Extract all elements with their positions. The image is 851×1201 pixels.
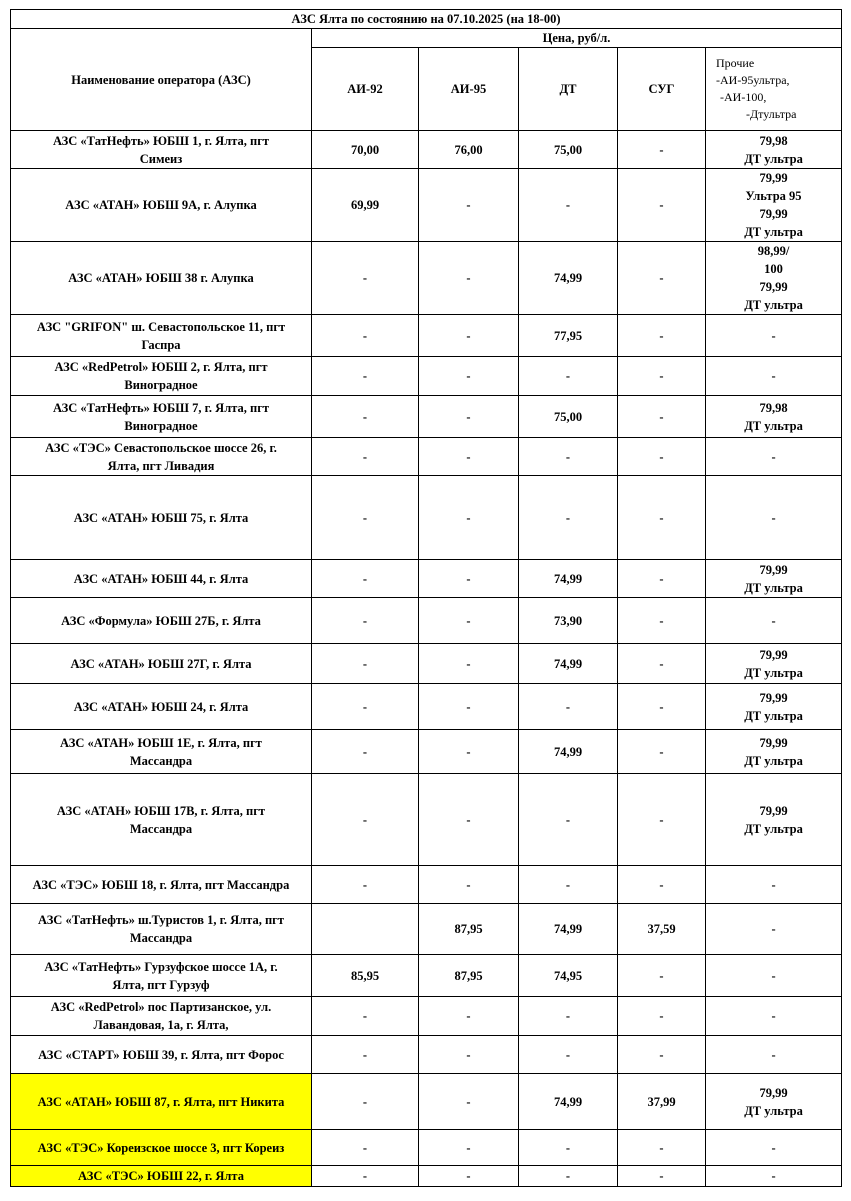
dt-price: 74,99 xyxy=(519,904,618,955)
sug-price: 37,99 xyxy=(618,1074,706,1130)
station-name-line: Симеиз xyxy=(139,151,183,166)
station-name-line: АЗС «АТАН» ЮБШ 38 г. Алупка xyxy=(68,271,254,285)
other-price xyxy=(706,242,842,315)
station-name-line: Массандра xyxy=(129,931,193,945)
sug-price: - xyxy=(618,1130,706,1166)
table-row xyxy=(11,1036,842,1074)
sug-price: - xyxy=(618,438,706,476)
station-name-line: Ялта, пгт Ливадия xyxy=(107,458,215,473)
station-name-line: АЗС «АТАН» ЮБШ 87, г. Ялта, пгт Никита xyxy=(37,1094,285,1109)
dt-price: - xyxy=(519,1036,618,1074)
station-name-line: АЗС «ТЭС» Кореизское шоссе 3, пгт Кореиз xyxy=(37,1140,285,1155)
other-price-line: ДТ ультра xyxy=(744,225,803,239)
other-price-line: 79,99 xyxy=(759,1085,788,1100)
ai95-price: - xyxy=(419,396,519,438)
sug-price: - xyxy=(618,644,706,684)
other-price-line: - xyxy=(771,1009,776,1023)
table-row xyxy=(11,997,842,1036)
sug-price: - xyxy=(618,866,706,904)
ai92-price: - xyxy=(312,997,419,1036)
ai95-price: - xyxy=(419,357,519,396)
other-price xyxy=(706,730,842,774)
station-name-line: АЗС «ТатНефть» ш.Туристов 1, г. Ялта, пгт xyxy=(37,913,284,927)
other-price-line: 79,98 xyxy=(759,400,788,415)
ai95-price: 87,95 xyxy=(419,955,519,997)
dt-price: 74,99 xyxy=(519,242,618,315)
ai92-price: - xyxy=(312,1166,419,1187)
other-price-line: ДТ ультра xyxy=(744,418,803,433)
table-row xyxy=(11,438,842,476)
table-row xyxy=(11,730,842,774)
ai95-price: 76,00 xyxy=(419,131,519,169)
station-name-line: АЗС «ТЭС» Севастопольское шоссе 26, г. xyxy=(45,440,277,455)
other-price-line: 79,99 xyxy=(759,280,788,294)
table-row xyxy=(11,242,842,315)
station-name xyxy=(11,560,312,598)
station-name-line: Массандра xyxy=(129,753,193,768)
station-name-line: Гаспра xyxy=(141,337,181,352)
other-price-line: ДТ ультра xyxy=(744,1103,803,1118)
sug-price: - xyxy=(618,169,706,242)
dt-column-header: ДТ xyxy=(519,48,618,131)
other-price xyxy=(706,684,842,730)
dt-price: - xyxy=(519,1130,618,1166)
dt-price: - xyxy=(519,169,618,242)
ai95-price: - xyxy=(419,1130,519,1166)
dt-price: - xyxy=(519,438,618,476)
ai92-price: - xyxy=(312,396,419,438)
station-name-line: АЗС «СТАРТ» ЮБШ 39, г. Ялта, пгт Форос xyxy=(38,1047,284,1062)
sug-price: - xyxy=(618,997,706,1036)
other-price-line: 100 xyxy=(764,262,783,276)
other-price xyxy=(706,315,842,357)
other-price xyxy=(706,598,842,644)
ai95-price: - xyxy=(419,438,519,476)
dt-price: - xyxy=(519,866,618,904)
station-name-line: АЗС «ТЭС» ЮБШ 22, г. Ялта xyxy=(78,1169,244,1183)
ai92-price: - xyxy=(312,684,419,730)
dt-price: 74,95 xyxy=(519,955,618,997)
other-price-line: ДТ ультра xyxy=(744,298,803,312)
table-row xyxy=(11,866,842,904)
other-price-line: 79,99 xyxy=(759,207,788,221)
other-price-line: Ультра 95 xyxy=(745,189,802,203)
ai92-price: - xyxy=(312,1074,419,1130)
station-name-line: Массандра xyxy=(129,821,193,836)
table-row xyxy=(11,904,842,955)
ai92-price: - xyxy=(312,438,419,476)
sug-price: 37,59 xyxy=(618,904,706,955)
sug-price: - xyxy=(618,476,706,560)
other-price-line: - xyxy=(771,877,776,892)
ai92-price: - xyxy=(312,560,419,598)
dt-price: 74,99 xyxy=(519,560,618,598)
station-name xyxy=(11,955,312,997)
ai95-price: - xyxy=(419,242,519,315)
other-price xyxy=(706,997,842,1036)
table-row xyxy=(11,560,842,598)
dt-price: 77,95 xyxy=(519,315,618,357)
station-name-line: АЗС «ТатНефть» ЮБШ 1, г. Ялта, пгт xyxy=(52,133,270,148)
station-name xyxy=(11,904,312,955)
sug-price: - xyxy=(618,357,706,396)
operator-column-header: Наименование оператора (АЗС) xyxy=(11,29,312,131)
station-name-line: АЗС "GRIFON" ш. Севастопольское 11, пгт xyxy=(36,319,286,334)
sug-column-header: СУГ xyxy=(618,48,706,131)
table-row xyxy=(11,598,842,644)
station-name-line: АЗС «АТАН» ЮБШ 17В, г. Ялта, пгт xyxy=(56,803,266,818)
station-name xyxy=(11,644,312,684)
station-name xyxy=(11,774,312,866)
station-name xyxy=(11,684,312,730)
ai95-column-header: АИ-95 xyxy=(419,48,519,131)
ai92-price: 69,99 xyxy=(312,169,419,242)
sug-price: - xyxy=(618,560,706,598)
ai95-price: - xyxy=(419,1036,519,1074)
station-name-line: АЗС «АТАН» ЮБШ 44, г. Ялта xyxy=(73,571,249,586)
fuel-price-table xyxy=(10,9,842,1187)
other-price xyxy=(706,1130,842,1166)
sug-price: - xyxy=(618,1166,706,1187)
ai95-price: - xyxy=(419,169,519,242)
other-price xyxy=(706,438,842,476)
other-price-line: - xyxy=(771,922,776,936)
other-price xyxy=(706,560,842,598)
station-name xyxy=(11,730,312,774)
ai95-price: - xyxy=(419,644,519,684)
ai92-price: - xyxy=(312,242,419,315)
ai92-price xyxy=(312,904,419,955)
table-row xyxy=(11,396,842,438)
other-price xyxy=(706,357,842,396)
other-price-line: ДТ ультра xyxy=(744,580,803,595)
station-name xyxy=(11,242,312,315)
ai92-price: 70,00 xyxy=(312,131,419,169)
station-name-line: АЗС «АТАН» ЮБШ 9А, г. Алупка xyxy=(65,198,257,212)
dt-price: 75,00 xyxy=(519,131,618,169)
station-name xyxy=(11,315,312,357)
ai95-price: - xyxy=(419,598,519,644)
other-price-line: ДТ ультра xyxy=(744,151,803,166)
station-name-line: Лавандовая, 1а, г. Ялта, xyxy=(93,1018,229,1032)
other-price-line: 79,98 xyxy=(759,133,788,148)
other-price-line: - xyxy=(771,968,776,983)
station-name xyxy=(11,476,312,560)
ai92-price: 85,95 xyxy=(312,955,419,997)
other-price xyxy=(706,396,842,438)
station-name xyxy=(11,866,312,904)
ai92-price: - xyxy=(312,774,419,866)
station-name-line: АЗС «ТатНефть» Гурзуфское шоссе 1А, г. xyxy=(44,959,278,974)
table-row xyxy=(11,357,842,396)
ai95-price: - xyxy=(419,730,519,774)
table-row xyxy=(11,955,842,997)
ai95-price: - xyxy=(419,315,519,357)
ai92-price: - xyxy=(312,357,419,396)
other-price-line: 79,99 xyxy=(759,171,788,185)
ai92-price: - xyxy=(312,644,419,684)
other-header-line: -АИ-100, xyxy=(720,90,767,104)
ai92-price: - xyxy=(312,866,419,904)
table-row xyxy=(11,644,842,684)
other-price xyxy=(706,955,842,997)
sug-price: - xyxy=(618,598,706,644)
table-row xyxy=(11,1074,842,1130)
other-price-line: 79,99 xyxy=(759,735,788,750)
title-row xyxy=(11,10,842,29)
station-name xyxy=(11,131,312,169)
sug-price: - xyxy=(618,684,706,730)
other-price xyxy=(706,476,842,560)
other-header-line: Прочие xyxy=(716,56,755,70)
other-price-line: - xyxy=(771,1169,776,1183)
ai95-price: - xyxy=(419,997,519,1036)
station-name xyxy=(11,357,312,396)
station-name xyxy=(11,997,312,1036)
dt-price: - xyxy=(519,357,618,396)
dt-price: 74,99 xyxy=(519,730,618,774)
station-name-line: Виноградное xyxy=(124,418,198,433)
other-price xyxy=(706,904,842,955)
station-name xyxy=(11,1074,312,1130)
dt-price: - xyxy=(519,997,618,1036)
ai95-price: - xyxy=(419,476,519,560)
other-price-line: - xyxy=(771,369,776,383)
ai92-price: - xyxy=(312,730,419,774)
other-price-line: ДТ ультра xyxy=(744,665,803,680)
other-price xyxy=(706,774,842,866)
other-price-line: - xyxy=(771,613,776,628)
table-row xyxy=(11,169,842,242)
ai95-price: - xyxy=(419,774,519,866)
station-name-line: АЗС «Формула» ЮБШ 27Б, г. Ялта xyxy=(61,613,261,628)
ai92-price: - xyxy=(312,1036,419,1074)
other-price-line: ДТ ультра xyxy=(744,753,803,768)
dt-price: - xyxy=(519,684,618,730)
table-row xyxy=(11,1166,842,1187)
ai95-price: - xyxy=(419,1074,519,1130)
other-price-line: 79,99 xyxy=(759,803,788,818)
other-price-line: 79,99 xyxy=(759,562,788,577)
other-price-line: - xyxy=(771,1047,776,1062)
station-name-line: АЗС «RedPetrol» пос Партизанское, ул. xyxy=(50,1000,272,1014)
sug-price: - xyxy=(618,131,706,169)
price-group-header: Цена, руб/л. xyxy=(312,29,842,48)
other-price-line: 79,99 xyxy=(759,647,788,662)
other-header-line: -Дтультра xyxy=(746,107,797,121)
other-header-line: -АИ-95ультра, xyxy=(716,73,790,87)
ai92-price: - xyxy=(312,476,419,560)
other-price-line: 79,99 xyxy=(759,690,788,705)
sug-price: - xyxy=(618,315,706,357)
station-name xyxy=(11,396,312,438)
other-price xyxy=(706,1166,842,1187)
table-row xyxy=(11,476,842,560)
station-name xyxy=(11,1166,312,1187)
station-name-line: АЗС «ТЭС» ЮБШ 18, г. Ялта, пгт Массандра xyxy=(32,877,290,892)
station-name xyxy=(11,1036,312,1074)
table-row xyxy=(11,131,842,169)
other-price-line: - xyxy=(771,510,776,525)
table-row xyxy=(11,1130,842,1166)
sug-price: - xyxy=(618,1036,706,1074)
station-name-line: Ялта, пгт Гурзуф xyxy=(112,977,210,992)
sug-price: - xyxy=(618,396,706,438)
ai95-price: - xyxy=(419,866,519,904)
dt-price: 75,00 xyxy=(519,396,618,438)
ai95-price: - xyxy=(419,560,519,598)
station-name-line: АЗС «АТАН» ЮБШ 75, г. Ялта xyxy=(73,510,249,525)
ai92-column-header: АИ-92 xyxy=(312,48,419,131)
ai92-price: - xyxy=(312,1130,419,1166)
dt-price: - xyxy=(519,476,618,560)
dt-price: 74,99 xyxy=(519,644,618,684)
table-title: АЗС Ялта по состоянию на 07.10.2025 (на 18-00) xyxy=(11,10,842,29)
other-price-line: - xyxy=(771,449,776,464)
station-name-line: АЗС «АТАН» ЮБШ 27Г, г. Ялта xyxy=(70,656,252,671)
other-price-line: - xyxy=(771,1140,776,1155)
ai95-price: - xyxy=(419,1166,519,1187)
other-price-line: 98,99/ xyxy=(757,244,790,258)
other-price xyxy=(706,131,842,169)
ai92-price: - xyxy=(312,315,419,357)
table-row xyxy=(11,315,842,357)
ai92-price: - xyxy=(312,598,419,644)
station-name-line: Виноградное xyxy=(124,378,198,392)
header-row-1 xyxy=(11,29,842,48)
station-name-line: АЗС «АТАН» ЮБШ 24, г. Ялта xyxy=(73,699,249,714)
sug-price: - xyxy=(618,955,706,997)
dt-price: 73,90 xyxy=(519,598,618,644)
dt-price: - xyxy=(519,1166,618,1187)
other-price xyxy=(706,1036,842,1074)
station-name-line: АЗС «АТАН» ЮБШ 1Е, г. Ялта, пгт xyxy=(60,735,262,750)
station-name xyxy=(11,169,312,242)
sug-price: - xyxy=(618,774,706,866)
station-name xyxy=(11,598,312,644)
other-column-header xyxy=(706,48,842,131)
station-name-line: АЗС «RedPetrol» ЮБШ 2, г. Ялта, пгт xyxy=(54,360,268,374)
other-price xyxy=(706,644,842,684)
other-price-line: ДТ ультра xyxy=(744,821,803,836)
other-price xyxy=(706,1074,842,1130)
sug-price: - xyxy=(618,730,706,774)
other-price xyxy=(706,169,842,242)
other-price xyxy=(706,866,842,904)
station-name-line: АЗС «ТатНефть» ЮБШ 7, г. Ялта, пгт xyxy=(52,400,270,415)
station-name xyxy=(11,438,312,476)
ai95-price: 87,95 xyxy=(419,904,519,955)
station-name xyxy=(11,1130,312,1166)
dt-price: 74,99 xyxy=(519,1074,618,1130)
dt-price: - xyxy=(519,774,618,866)
table-row xyxy=(11,684,842,730)
sug-price: - xyxy=(618,242,706,315)
other-price-line: - xyxy=(771,328,776,343)
table-row xyxy=(11,774,842,866)
ai95-price: - xyxy=(419,684,519,730)
other-price-line: ДТ ультра xyxy=(744,708,803,723)
